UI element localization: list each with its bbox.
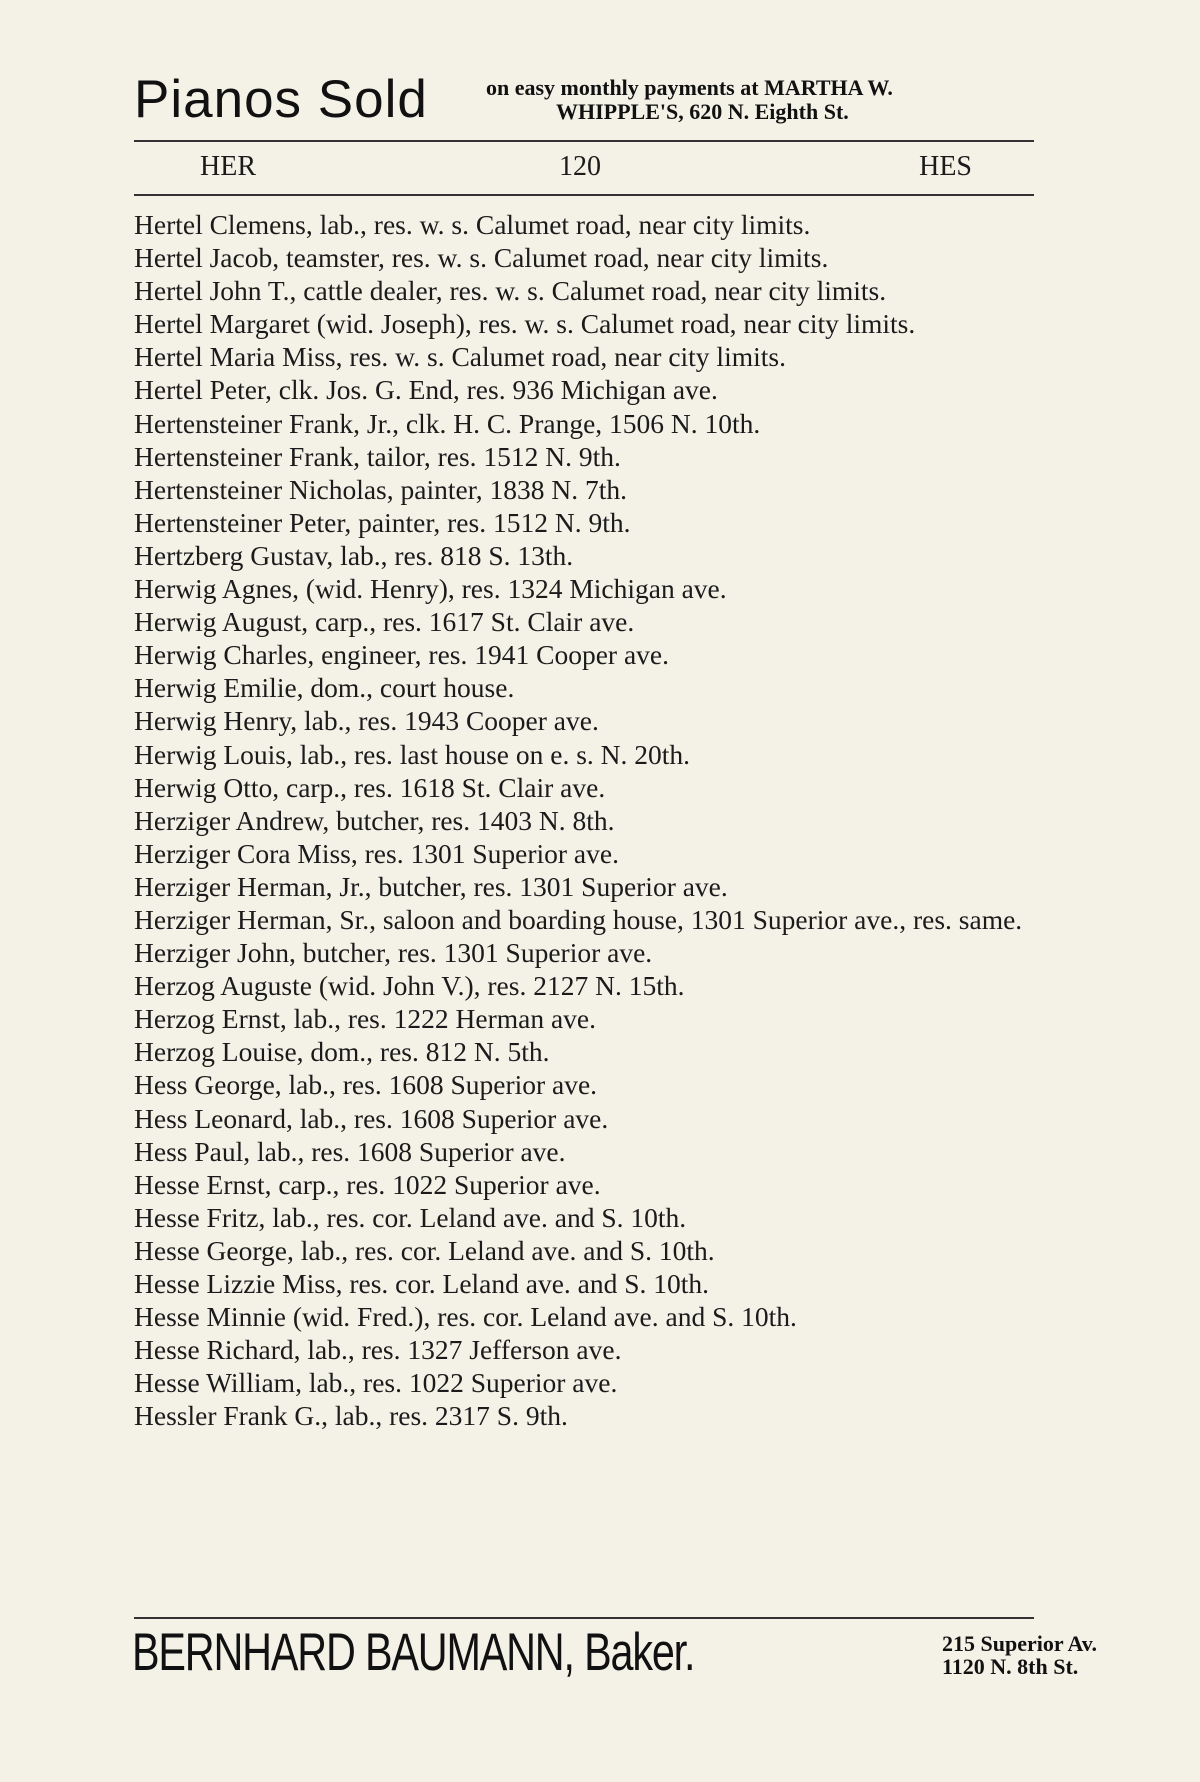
directory-entry: Herwig Charles, engineer, res. 1941 Cooper ave. (134, 639, 669, 671)
ad-tagline-line-1: on easy monthly payments at MARTHA W. (486, 75, 893, 100)
directory-entry: Herziger Herman, Jr., butcher, res. 1301 Superior ave. (134, 870, 728, 902)
ad-tagline (486, 76, 893, 124)
directory-entry: Herzog Ernst, lab., res. 1222 Herman ave. (134, 1003, 596, 1035)
directory-entry: Hertensteiner Frank, Jr., clk. H. C. Prange, 1506 N. 10th. (134, 407, 761, 439)
directory-listing (134, 208, 1034, 1432)
directory-entry: Hertensteiner Nicholas, painter, 1838 N. 7th. (134, 473, 627, 505)
directory-entry: Hesse Lizzie Miss, res. cor. Leland ave. and S. 10th. (134, 1268, 710, 1299)
directory-entry: Hessler Frank G., lab., res. 2317 S. 9th. (134, 1400, 568, 1432)
baker-ad-address-line-1: 215 Superior Av. (942, 1631, 1098, 1656)
directory-entry: Hesse George, lab., res. cor. Leland ave. and S. 10th. (134, 1234, 715, 1266)
directory-entry: Hertzberg Gustav, lab., res. 818 S. 13th. (134, 539, 574, 571)
directory-entry: Herzog Auguste (wid. John V.), res. 2127 N. 15th. (134, 970, 685, 1002)
directory-entry: Hesse Ernst, carp., res. 1022 Superior ave. (134, 1168, 601, 1200)
directory-entry: Hesse Richard, lab., res. 1327 Jefferson ave. (134, 1334, 622, 1366)
directory-entry: Herwig August, carp., res. 1617 St. Clair ave. (134, 606, 635, 638)
bottom-advertisement (132, 1622, 1098, 1686)
guide-word-left: HER (200, 151, 256, 182)
footer-rule (134, 1617, 1034, 1619)
directory-entry: Herziger Cora Miss, res. 1301 Superior ave. (134, 837, 619, 869)
directory-entry: Hertel Margaret (wid. Joseph), res. w. s. Calumet road, near city limits. (134, 308, 916, 340)
directory-entry: Herwig Henry, lab., res. 1943 Cooper ave. (134, 705, 599, 737)
top-advertisement (134, 70, 1034, 134)
directory-entry: Hertel John T., cattle dealer, res. w. s. Calumet road, near city limits. (134, 275, 887, 307)
directory-entry: Hertel Maria Miss, res. w. s. Calumet road, near city limits. (134, 341, 786, 373)
directory-entry: Hertel Clemens, lab., res. w. s. Calumet road, near city limits. (134, 209, 811, 240)
baker-ad-address (942, 1632, 1097, 1678)
directory-entry: Hesse William, lab., res. 1022 Superior ave. (134, 1367, 618, 1399)
header-bottom-rule (134, 194, 1034, 196)
ad-tagline-line-2: WHIPPLE'S, 620 N. Eighth St. (556, 99, 849, 124)
guide-word-right: HES (919, 151, 972, 182)
directory-entry: Herziger Andrew, butcher, res. 1403 N. 8th. (134, 804, 615, 836)
page-number: 120 (559, 151, 601, 182)
directory-entry: Herwig Agnes, (wid. Henry), res. 1324 Michigan ave. (134, 573, 727, 605)
directory-entry: Herwig Otto, carp., res. 1618 St. Clair ave. (134, 771, 606, 803)
directory-entry: Herwig Emilie, dom., court house. (134, 672, 515, 704)
directory-entry: Hertensteiner Frank, tailor, res. 1512 N. 9th. (134, 440, 621, 472)
directory-entry: Herziger Herman, Sr., saloon and boarding house, 1301 Superior ave., res. same. (134, 903, 1023, 935)
baker-ad-address-line-2: 1120 N. 8th St. (942, 1654, 1079, 1679)
directory-entry: Hess Leonard, lab., res. 1608 Superior ave. (134, 1102, 609, 1134)
running-head (134, 147, 1034, 187)
directory-entry: Hess George, lab., res. 1608 Superior ave. (134, 1069, 598, 1101)
ad-brand-title: Pianos Sold (134, 70, 428, 129)
directory-entry: Herzog Louise, dom., res. 812 N. 5th. (134, 1036, 550, 1068)
directory-entry: Hertensteiner Peter, painter, res. 1512 N. 9th. (134, 506, 631, 538)
directory-entry: Hertel Peter, clk. Jos. G. End, res. 936 Michigan ave. (134, 374, 718, 406)
directory-entry: Herziger John, butcher, res. 1301 Superior ave. (134, 937, 653, 969)
directory-entry: Hertel Jacob, teamster, res. w. s. Calumet road, near city limits. (134, 242, 829, 274)
directory-entry: Hesse Minnie (wid. Fred.), res. cor. Leland ave. and S. 10th. (134, 1301, 797, 1333)
directory-entry: Herwig Louis, lab., res. last house on e. s. N. 20th. (134, 738, 691, 770)
baker-ad-name: BERNHARD BAUMANN, Baker. (132, 1623, 695, 1682)
header-top-rule (134, 140, 1034, 142)
directory-entry: Hess Paul, lab., res. 1608 Superior ave. (134, 1135, 566, 1167)
directory-entry: Hesse Fritz, lab., res. cor. Leland ave. and S. 10th. (134, 1201, 687, 1233)
